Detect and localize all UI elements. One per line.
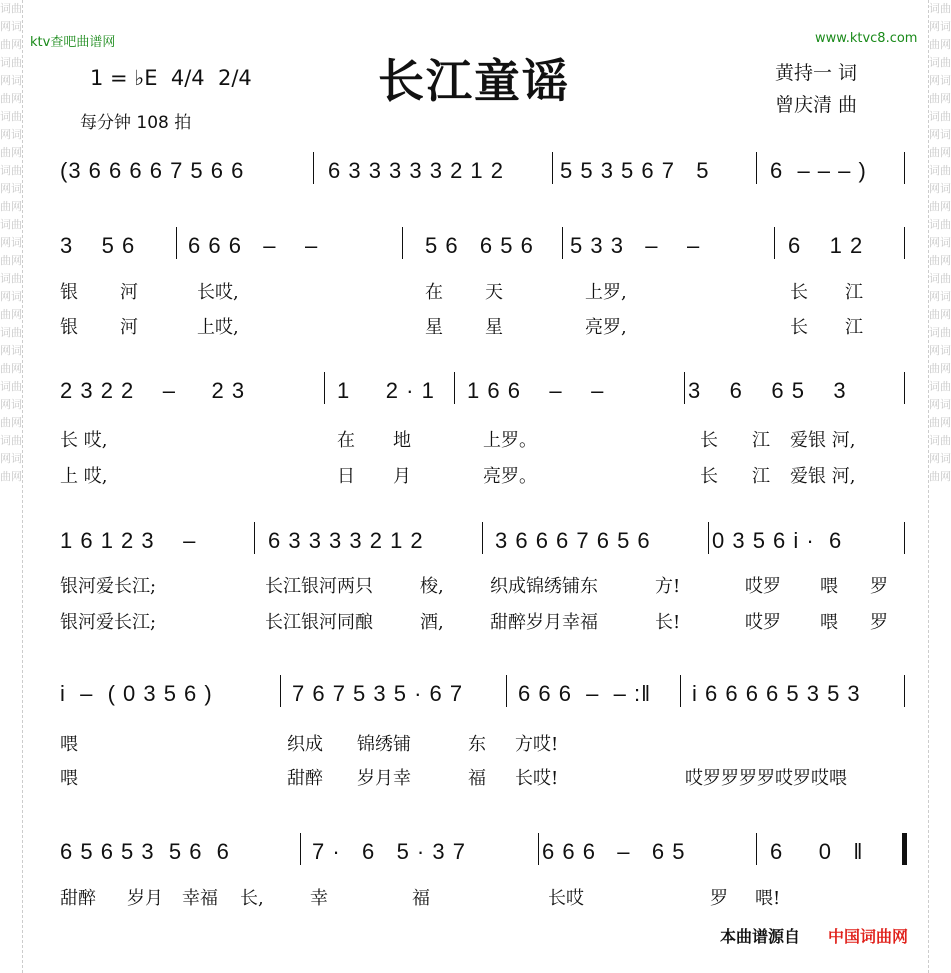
measure: 6 0 ‖ (770, 839, 864, 864)
lyric-word: 爱银 河, (790, 430, 856, 451)
lyric-word: 喂 (60, 734, 78, 755)
bar-line (774, 227, 775, 259)
lyric-word: 长 哎, (60, 430, 108, 451)
bar-line (538, 833, 539, 865)
lyric-word: 江 (752, 430, 770, 451)
lyric-line (0, 572, 888, 597)
site-name: ktv查吧曲谱网 (30, 35, 116, 50)
lyric-word: 喂 (60, 768, 78, 789)
lyric-word: 幸福 (182, 888, 218, 909)
source-label: 本曲谱源自 (720, 927, 801, 946)
key-signature: 1 = ♭E 4/4 2/4 (90, 66, 252, 90)
bar-line (680, 675, 681, 707)
lyric-word: 长江银河同酿 (265, 612, 373, 633)
measure: 1 2 · 1 (337, 378, 435, 403)
lyric-word: 上罗。 (483, 430, 537, 451)
lyric-word: 在 (425, 282, 443, 303)
lyric-word: 方! (655, 576, 681, 597)
lyric-line (0, 426, 880, 450)
lyric-word: 月 (393, 466, 411, 487)
bar-line (454, 372, 455, 404)
lyric-word: 喂 (820, 576, 838, 597)
lyric-word: 梭, (420, 576, 444, 597)
lyric-line (0, 764, 880, 788)
lyric-word: 星 (425, 317, 443, 338)
tempo: 每分钟 108 拍 (80, 113, 192, 133)
measure: 6 6 6 – – (188, 233, 319, 258)
measure: 6 6 6 – – :‖ (518, 681, 652, 706)
lyric-word: 东 (468, 734, 486, 755)
measure: 6 3 3 3 3 2 1 2 (268, 528, 424, 553)
lyric-word: 岁月 (127, 888, 163, 909)
notation-row (60, 839, 908, 869)
lyric-word: 在 (337, 430, 355, 451)
lyric-word: 长 (790, 282, 808, 303)
notation-row (60, 528, 908, 558)
bar-line (902, 833, 907, 865)
lyric-word: 江 (752, 466, 770, 487)
lyric-word: 岁月幸 (357, 768, 411, 789)
lyric-word: 河 (120, 282, 138, 303)
lyric-word: 喂 (820, 612, 838, 633)
bar-line (904, 522, 905, 554)
measure: 3 5 6 (60, 233, 136, 258)
lyric-word: 上 哎, (60, 466, 108, 487)
site-url: www.ktvc8.com (815, 31, 918, 46)
measure: 7 · 6 5 · 3 7 (312, 839, 466, 864)
bar-line (300, 833, 301, 865)
notation-row (60, 681, 908, 711)
bar-line (904, 372, 905, 404)
bar-line (756, 833, 757, 865)
lyric-word: 长! (655, 612, 681, 633)
measure: (3 6 6 6 6 7 5 6 6 (60, 158, 245, 183)
notation-row (60, 378, 908, 408)
lyric-word: 织成 (287, 734, 323, 755)
lyric-word: 喂! (755, 888, 781, 909)
measure: 5 3 3 – – (570, 233, 701, 258)
lyric-word: 织成锦绣铺东 (490, 576, 598, 597)
lyric-line (0, 608, 888, 633)
lyric-word: 长 (700, 466, 718, 487)
measure: 2 3 2 2 – 2 3 (60, 378, 246, 403)
lyricist: 黄持一 词 (775, 62, 858, 84)
notation-row (60, 233, 908, 263)
lyric-line (0, 462, 880, 486)
lyric-line (0, 730, 880, 754)
lyric-word: 长 (700, 430, 718, 451)
lyric-word: 罗 (870, 576, 888, 597)
lyric-word: 方哎! (515, 734, 559, 755)
measure: 6 – – – ) (770, 158, 867, 183)
watermark-left: 词曲网词曲网词曲网词曲网词曲网词曲网词曲网词曲网词曲网词曲网词曲网词曲网词曲网词曲网词曲网词曲网词曲网词曲网 (0, 0, 23, 973)
lyric-word: 银 (60, 317, 78, 338)
measure: 6 5 6 5 3 5 6 6 (60, 839, 230, 864)
lyric-word: 酒, (420, 612, 444, 633)
lyric-word: 哎罗 (745, 576, 781, 597)
watermark-right: 词曲网词曲网词曲网词曲网词曲网词曲网词曲网词曲网词曲网词曲网词曲网词曲网词曲网词曲网词曲网词曲网词曲网词曲网 (928, 0, 951, 973)
lyric-word: 地 (393, 430, 411, 451)
lyric-word: 亮罗, (585, 317, 627, 338)
lyric-word: 哎罗 (745, 612, 781, 633)
measure: 1 6 6 – – (467, 378, 605, 403)
measure: 7 6 7 5 3 5 · 6 7 (292, 681, 464, 706)
lyric-word: 上哎, (197, 317, 239, 338)
measure: 0 3 5 6 i · 6 (712, 528, 843, 553)
bar-line (280, 675, 281, 707)
lyric-word: 罗 (710, 888, 728, 909)
lyric-word: 福 (412, 888, 430, 909)
lyric-line (0, 278, 880, 302)
lyric-word: 河 (120, 317, 138, 338)
bar-line (708, 522, 709, 554)
bar-line (904, 675, 905, 707)
measure: 6 6 6 – 6 5 (542, 839, 686, 864)
bar-line (756, 152, 757, 184)
bar-line (324, 372, 325, 404)
lyric-word: 长 (790, 317, 808, 338)
lyric-word: 幸 (310, 888, 328, 909)
bar-line (684, 372, 685, 404)
measure: 3 6 6 5 3 (688, 378, 847, 403)
bar-line (904, 227, 905, 259)
measure: 1 6 1 2 3 – (60, 528, 197, 553)
bar-line (506, 675, 507, 707)
lyric-word: 天 (485, 282, 503, 303)
measure: 6 1 2 (788, 233, 864, 258)
lyric-word: 甜醉 (287, 768, 323, 789)
lyric-word: 银河爱长江; (60, 612, 157, 633)
notation-row (60, 158, 908, 188)
lyric-word: 长江银河两只 (265, 576, 373, 597)
bar-line (313, 152, 314, 184)
song-title: 长江童谣 (378, 54, 570, 108)
bar-line (482, 522, 483, 554)
lyric-word: 银 (60, 282, 78, 303)
bar-line (402, 227, 403, 259)
lyric-word: 爱银 河, (790, 466, 856, 487)
lyric-word: 福 (468, 768, 486, 789)
bar-line (176, 227, 177, 259)
measure: 3 6 6 6 7 6 5 6 (495, 528, 651, 553)
lyric-word: 长哎! (515, 768, 559, 789)
measure: 5 5 3 5 6 7 5 (560, 158, 710, 183)
bar-line (254, 522, 255, 554)
bar-line (562, 227, 563, 259)
composer: 曾庆清 曲 (775, 94, 858, 116)
lyric-word: 江 (845, 282, 863, 303)
lyric-word: 日 (337, 466, 355, 487)
measure: i 6 6 6 6 5 3 5 3 (692, 681, 861, 706)
lyric-word: 锦绣铺 (357, 734, 411, 755)
lyric-word: 罗 (870, 612, 888, 633)
lyric-word: 长哎 (548, 888, 584, 909)
lyric-word: 亮罗。 (483, 466, 537, 487)
lyric-word: 星 (485, 317, 503, 338)
lyric-word: 甜醉岁月幸福 (490, 612, 598, 633)
lyric-line (0, 884, 880, 908)
measure: i – ( 0 3 5 6 ) (60, 681, 213, 706)
lyric-word: 甜醉 (60, 888, 96, 909)
lyric-word: 长, (240, 888, 264, 909)
lyric-word: 上罗, (585, 282, 627, 303)
bar-line (552, 152, 553, 184)
lyric-word: 江 (845, 317, 863, 338)
source-site[interactable]: 中国词曲网 (828, 927, 909, 946)
lyric-word: 银河爱长江; (60, 576, 157, 597)
measure: 6 3 3 3 3 3 2 1 2 (328, 158, 505, 183)
lyric-line (0, 313, 880, 337)
bar-line (904, 152, 905, 184)
lyric-word: 哎罗罗罗罗哎罗哎喂 (685, 768, 847, 789)
lyric-word: 长哎, (197, 282, 239, 303)
measure: 5 6 6 5 6 (425, 233, 534, 258)
